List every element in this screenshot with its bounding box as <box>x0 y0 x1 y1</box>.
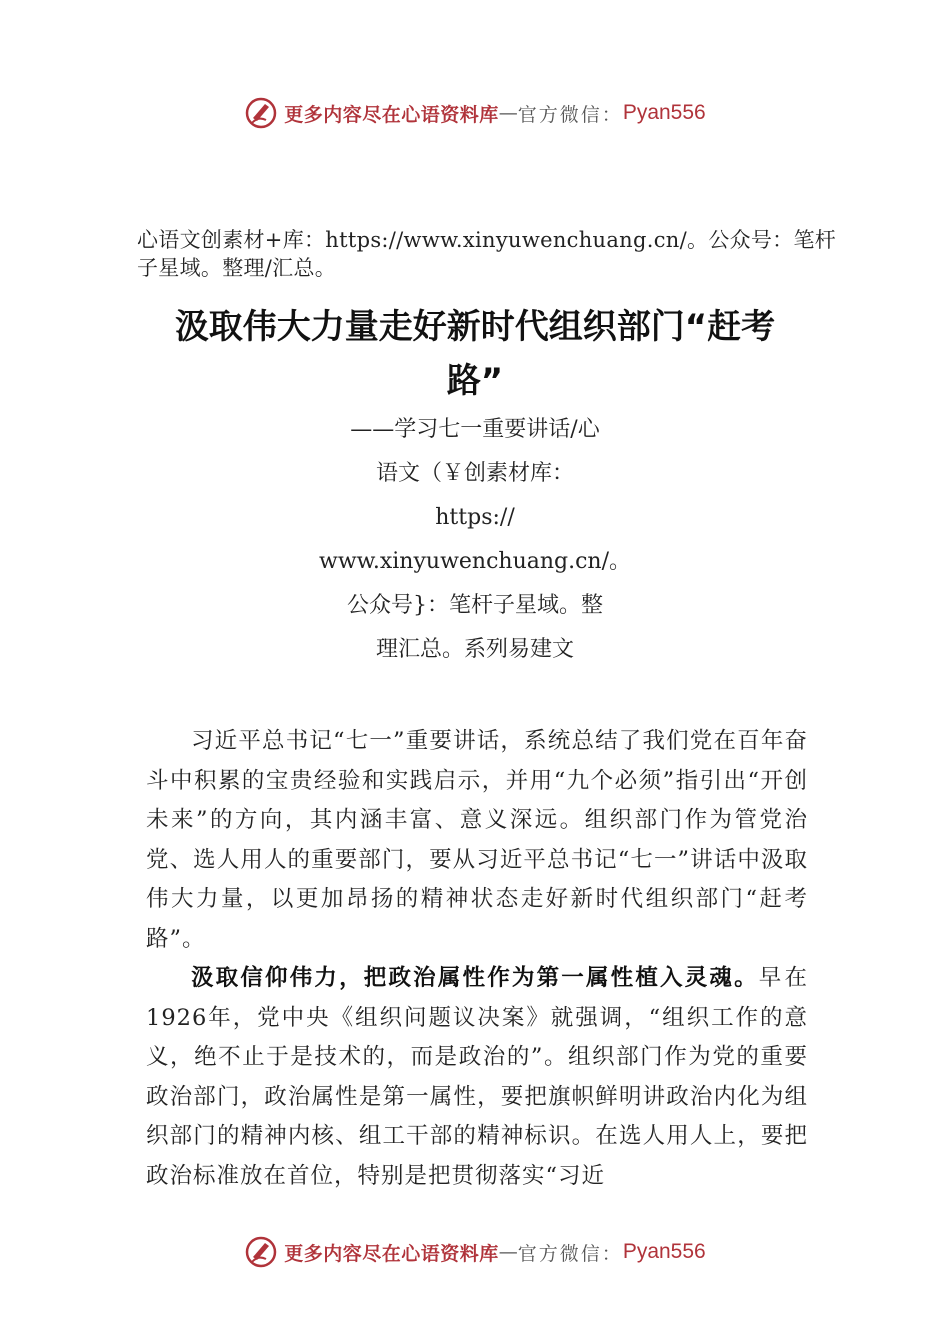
subtitle-line: ——学习七一重要讲话/心 <box>350 417 600 442</box>
title-line-2: 路” <box>446 361 504 401</box>
paragraph-lead: 汲取信仰伟力，把政治属性作为第一属性植入灵魂。 <box>191 965 759 991</box>
subtitle-line: 理汇总。系列易建文 <box>375 637 574 662</box>
banner-slogan: 更多内容尽在心语资料库 <box>284 103 499 126</box>
paragraph: 习近平总书记“七一”重要讲话，系统总结了我们党在百年奋斗中积累的宝贵经验和实践启示，并用“九个必须”指引出“开创未来”的方向，其内涵丰富、意义深远。组织部门作为管党治党、选人用人的重要部门，要从习近平总书记“七一”讲话中汲取伟大力量，以更加昂扬的精神状态走好新时代组织部门“赶考路”。 <box>146 728 808 952</box>
subtitle-line: https:// <box>435 505 515 530</box>
paragraph <box>146 959 808 1196</box>
banner-slogan: 更多内容尽在心语资料库 <box>284 1242 499 1265</box>
source-line: 心语文创素材+库：https://www.xinyuwenchuang.cn/。公众号：笔杆子星域。整理/汇总。 <box>137 228 837 280</box>
subtitle <box>275 408 675 672</box>
paragraph-text: 早在1926年，党中央《组织问题议决案》就强调，“组织工作的意义，绝不止于是技术的，而是政治的”。组织部门作为党的重要政治部门，政治属性是第一属性，要把旗帜鲜明讲政治内化为组织部门的精神内核、组工干部的精神标识。在选人用人上，要把政治标准放在首位，特别是把贯彻落实“习近 <box>146 965 808 1189</box>
subtitle-line: 公众号}：笔杆子星域。整 <box>347 593 603 618</box>
page-title <box>140 300 810 408</box>
subtitle-line: 语文（￥创素材库： <box>375 461 574 486</box>
banner-separator: — <box>498 102 518 124</box>
article-body <box>146 722 808 1196</box>
banner-wechat-label: 官方微信： <box>517 1242 623 1265</box>
title-line-1: 汲取伟大力量走好新时代组织部门“赶考 <box>174 307 776 347</box>
subtitle-line: www.xinyuwenchuang.cn/。 <box>318 549 632 574</box>
header-banner <box>0 93 950 133</box>
banner-separator: — <box>498 1241 518 1263</box>
banner-wechat-label: 官方微信： <box>517 103 623 126</box>
footer-banner <box>0 1232 950 1272</box>
banner-wechat-id: Pyan556 <box>622 101 706 124</box>
brush-seal-logo-icon <box>244 96 278 130</box>
banner-wechat-id: Pyan556 <box>622 1240 706 1263</box>
brush-seal-logo-icon <box>244 1235 278 1269</box>
